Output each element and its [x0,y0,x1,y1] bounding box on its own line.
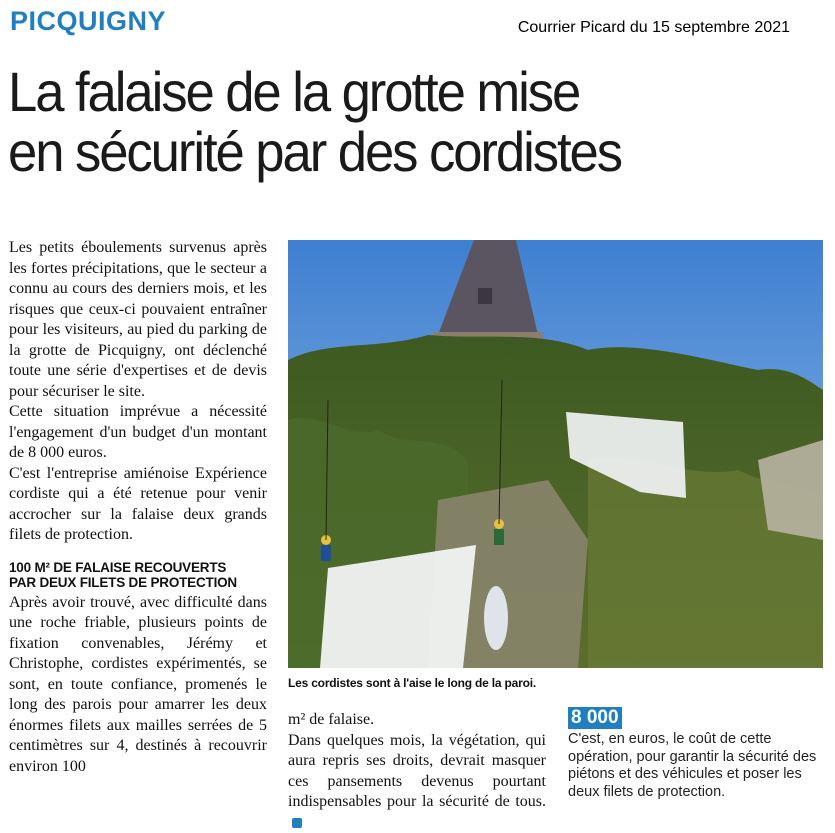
stat-description: C'est, en euros, le coût de cette opération, pour garantir la sécurité des piétons et des véhicules et poser les deux filets de protection. [568,731,818,801]
source-line: Courrier Picard du 15 septembre 2021 [518,19,790,37]
section-kicker: PICQUIGNY [10,6,166,37]
stat-number: 8 000 [568,707,622,729]
article-column-1 [9,238,267,777]
headline-line-2: en sécurité par des cordistes [8,122,779,182]
article-photo [288,240,823,668]
paragraph-2: Cette situation imprévue a nécessité l'engagement d'un budget d'un montant de 8 000 euros. [9,402,267,464]
paragraph-1: Les petits éboulements survenus après les fortes précipitations, que le secteur a connu au cours des derniers mois, et les risques que ceux-ci pouvaient entraîner pour les visiteurs, au pied du parking de la grotte de Picquigny, ont déclenché toute une série d'expertises et de devis pour sécuriser le site. [9,238,267,402]
subheading-line-2: PAR DEUX FILETS DE PROTECTION [9,575,267,590]
cliff-photo-illustration [288,240,823,668]
grotto-statue [484,586,508,650]
paragraph-6-text: Dans quelques mois, la végétation, qui aura repris ses droits, devrait masquer ces pansements devenus pourtant indispensables pour la sécurité de tous. [288,732,546,811]
paragraph-3: C'est l'entreprise amiénoise Expérience cordiste qui a été retenue pour venir accrocher sur la falaise deux grands filets de protection. [9,464,267,546]
article-column-2 [288,710,546,833]
paragraph-4: Après avoir trouvé, avec difficulté dans une roche friable, plusieurs points de fixation convenables, Jérémy et Christophe, cordistes expérimentés, se sont, en toute confiance, promenés le long des parois pour amarrer les deux énormes filets aux mailles serrées de 5 centimètres sur 4, destinés à recouvrir environ 100 [9,593,267,778]
paragraph-6 [288,731,546,833]
photo-caption: Les cordistes sont à l'aise le long de la paroi. [288,676,823,690]
subheading [9,560,267,590]
paragraph-5: m² de falaise. [288,710,546,731]
end-of-article-mark [292,818,302,828]
headline [8,62,779,182]
subheading-line-1: 100 M² DE FALAISE RECOUVERTS [9,560,267,575]
headline-line-1: La falaise de la grotte mise [8,62,779,122]
